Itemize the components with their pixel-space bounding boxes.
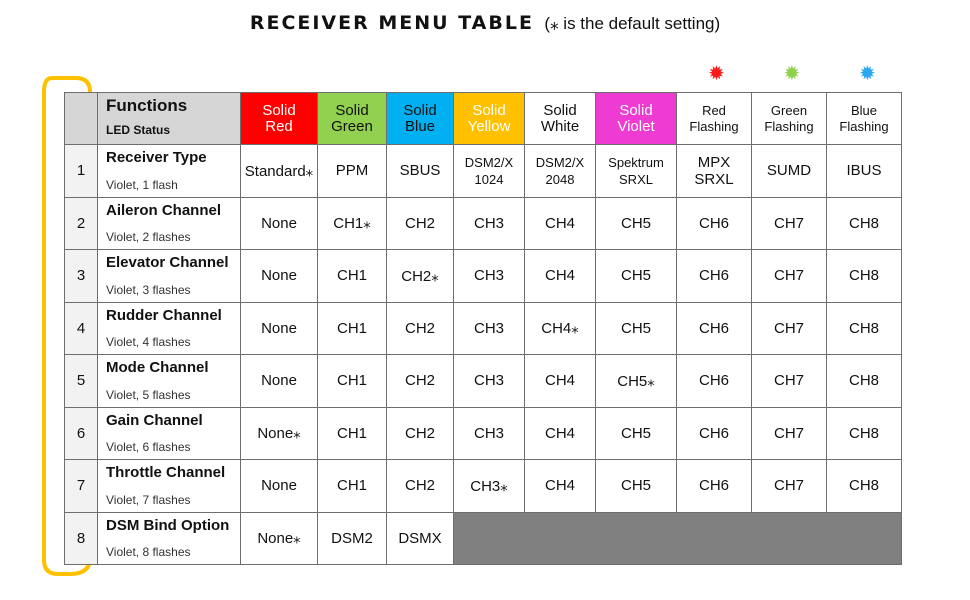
row-number: 7 bbox=[65, 460, 98, 513]
led-status: Violet, 8 flashes bbox=[106, 545, 191, 559]
function-cell bbox=[98, 145, 241, 198]
option-cell: CH6 bbox=[677, 250, 752, 303]
option-cell: DSMX bbox=[387, 512, 454, 565]
table-row bbox=[65, 460, 902, 513]
table-row bbox=[65, 512, 902, 565]
color-header-5: Solid White bbox=[525, 93, 596, 145]
option-cell: CH2 bbox=[387, 355, 454, 408]
row-number: 5 bbox=[65, 355, 98, 408]
option-cell: PPM bbox=[318, 145, 387, 198]
option-cell: CH2 bbox=[387, 460, 454, 513]
led-status: Violet, 2 flashes bbox=[106, 230, 191, 244]
option-cell: CH4⁎ bbox=[525, 302, 596, 355]
table-row bbox=[65, 355, 902, 408]
option-cell: CH4 bbox=[525, 407, 596, 460]
option-cell: CH1⁎ bbox=[318, 197, 387, 250]
flash-sun-icon: ✹ bbox=[708, 63, 725, 85]
option-cell: CH3 bbox=[454, 355, 525, 408]
option-cell: CH7 bbox=[752, 460, 827, 513]
option-cell: CH8 bbox=[827, 355, 902, 408]
flash-sun-icon: ✹ bbox=[783, 63, 801, 85]
option-cell: None bbox=[241, 302, 318, 355]
row-number: 4 bbox=[65, 302, 98, 355]
receiver-menu-table bbox=[64, 92, 902, 565]
table-row bbox=[65, 302, 902, 355]
function-cell bbox=[98, 302, 241, 355]
option-cell: CH5 bbox=[596, 197, 677, 250]
row-number: 2 bbox=[65, 197, 98, 250]
title-note: (⁎ is the default setting) bbox=[544, 14, 721, 33]
option-cell: CH7 bbox=[752, 250, 827, 303]
function-name: Aileron Channel bbox=[106, 201, 222, 219]
color-header-8: Green Flashing bbox=[752, 93, 827, 145]
option-cell: CH1 bbox=[318, 355, 387, 408]
option-cell: MPX SRXL bbox=[677, 145, 752, 198]
option-cell: CH4 bbox=[525, 460, 596, 513]
color-header-1: Solid Red bbox=[241, 93, 318, 145]
option-cell: CH3⁎ bbox=[454, 460, 525, 513]
option-cell: CH7 bbox=[752, 302, 827, 355]
option-cell: CH1 bbox=[318, 460, 387, 513]
color-header-4: Solid Yellow bbox=[454, 93, 525, 145]
option-cell: None⁎ bbox=[241, 512, 318, 565]
flash-sun-icon: ✹ bbox=[859, 63, 876, 85]
option-cell: CH2 bbox=[387, 302, 454, 355]
option-cell: SBUS bbox=[387, 145, 454, 198]
option-cell: Spektrum SRXL bbox=[596, 145, 677, 198]
header-num-cell bbox=[65, 93, 98, 145]
function-name: Mode Channel bbox=[106, 359, 209, 376]
led-status-label: LED Status bbox=[106, 123, 171, 137]
option-cell: CH8 bbox=[827, 197, 902, 250]
function-cell bbox=[98, 197, 241, 250]
option-cell: CH8 bbox=[827, 302, 902, 355]
function-name: Rudder Channel bbox=[106, 306, 222, 324]
function-cell bbox=[98, 512, 241, 565]
functions-label: Functions bbox=[106, 96, 188, 115]
option-cell: DSM2/X 2048 bbox=[525, 145, 596, 198]
option-cell: CH5 bbox=[596, 302, 677, 355]
unavailable-cell bbox=[454, 512, 902, 565]
option-cell: CH4 bbox=[525, 197, 596, 250]
option-cell: CH8 bbox=[827, 407, 902, 460]
option-cell: CH3 bbox=[454, 407, 525, 460]
option-cell: CH3 bbox=[454, 197, 525, 250]
row-number: 3 bbox=[65, 250, 98, 303]
row-number: 6 bbox=[65, 407, 98, 460]
option-cell: None bbox=[241, 250, 318, 303]
title-main: RECEIVER MENU TABLE bbox=[249, 12, 534, 34]
row-number: 8 bbox=[65, 512, 98, 565]
option-cell: CH5⁎ bbox=[596, 355, 677, 408]
option-cell: IBUS bbox=[827, 145, 902, 198]
function-name: Receiver Type bbox=[106, 149, 207, 166]
option-cell: None bbox=[241, 197, 318, 250]
function-name: Throttle Channel bbox=[106, 464, 226, 481]
option-cell: Standard⁎ bbox=[241, 145, 318, 198]
led-status: Violet, 5 flashes bbox=[106, 387, 191, 402]
option-cell: SUMD bbox=[752, 145, 827, 198]
page-title bbox=[0, 12, 970, 34]
function-cell bbox=[98, 355, 241, 408]
option-cell: CH5 bbox=[596, 460, 677, 513]
color-header-2: Solid Green bbox=[318, 93, 387, 145]
led-status: Violet, 4 flashes bbox=[106, 335, 191, 349]
option-cell: CH6 bbox=[677, 302, 752, 355]
option-cell: CH7 bbox=[752, 197, 827, 250]
option-cell: CH1 bbox=[318, 407, 387, 460]
function-name: Elevator Channel bbox=[106, 254, 229, 271]
option-cell: CH2 bbox=[387, 197, 454, 250]
option-cell: CH7 bbox=[752, 407, 827, 460]
option-cell: DSM2/X 1024 bbox=[454, 145, 525, 198]
color-header-7: Red Flashing bbox=[677, 93, 752, 145]
option-cell: CH4 bbox=[525, 355, 596, 408]
option-cell: DSM2 bbox=[318, 512, 387, 565]
option-cell: CH3 bbox=[454, 250, 525, 303]
color-header-6: Solid Violet bbox=[596, 93, 677, 145]
led-status: Violet, 1 flash bbox=[106, 177, 178, 192]
table-row bbox=[65, 197, 902, 250]
option-cell: CH7 bbox=[752, 355, 827, 408]
option-cell: CH6 bbox=[677, 460, 752, 513]
option-cell: CH6 bbox=[677, 197, 752, 250]
option-cell: CH6 bbox=[677, 355, 752, 408]
function-cell bbox=[98, 250, 241, 303]
option-cell: None⁎ bbox=[241, 407, 318, 460]
option-cell: CH4 bbox=[525, 250, 596, 303]
led-status: Violet, 3 flashes bbox=[106, 282, 191, 297]
function-name: Gain Channel bbox=[106, 411, 203, 429]
color-header-9: Blue Flashing bbox=[827, 93, 902, 145]
row-number: 1 bbox=[65, 145, 98, 198]
function-name: DSM Bind Option bbox=[106, 516, 230, 534]
led-status: Violet, 6 flashes bbox=[106, 440, 191, 454]
function-cell bbox=[98, 407, 241, 460]
table-row bbox=[65, 407, 902, 460]
option-cell: CH8 bbox=[827, 460, 902, 513]
option-cell: CH5 bbox=[596, 250, 677, 303]
option-cell: CH8 bbox=[827, 250, 902, 303]
header-functions-cell bbox=[98, 93, 241, 145]
header-row bbox=[65, 93, 902, 145]
table-row bbox=[65, 145, 902, 198]
table-row bbox=[65, 250, 902, 303]
option-cell: None bbox=[241, 460, 318, 513]
option-cell: None bbox=[241, 355, 318, 408]
option-cell: CH5 bbox=[596, 407, 677, 460]
option-cell: CH2⁎ bbox=[387, 250, 454, 303]
led-status: Violet, 7 flashes bbox=[106, 492, 191, 507]
option-cell: CH3 bbox=[454, 302, 525, 355]
option-cell: CH6 bbox=[677, 407, 752, 460]
color-header-3: Solid Blue bbox=[387, 93, 454, 145]
option-cell: CH1 bbox=[318, 250, 387, 303]
option-cell: CH2 bbox=[387, 407, 454, 460]
option-cell: CH1 bbox=[318, 302, 387, 355]
function-cell bbox=[98, 460, 241, 513]
